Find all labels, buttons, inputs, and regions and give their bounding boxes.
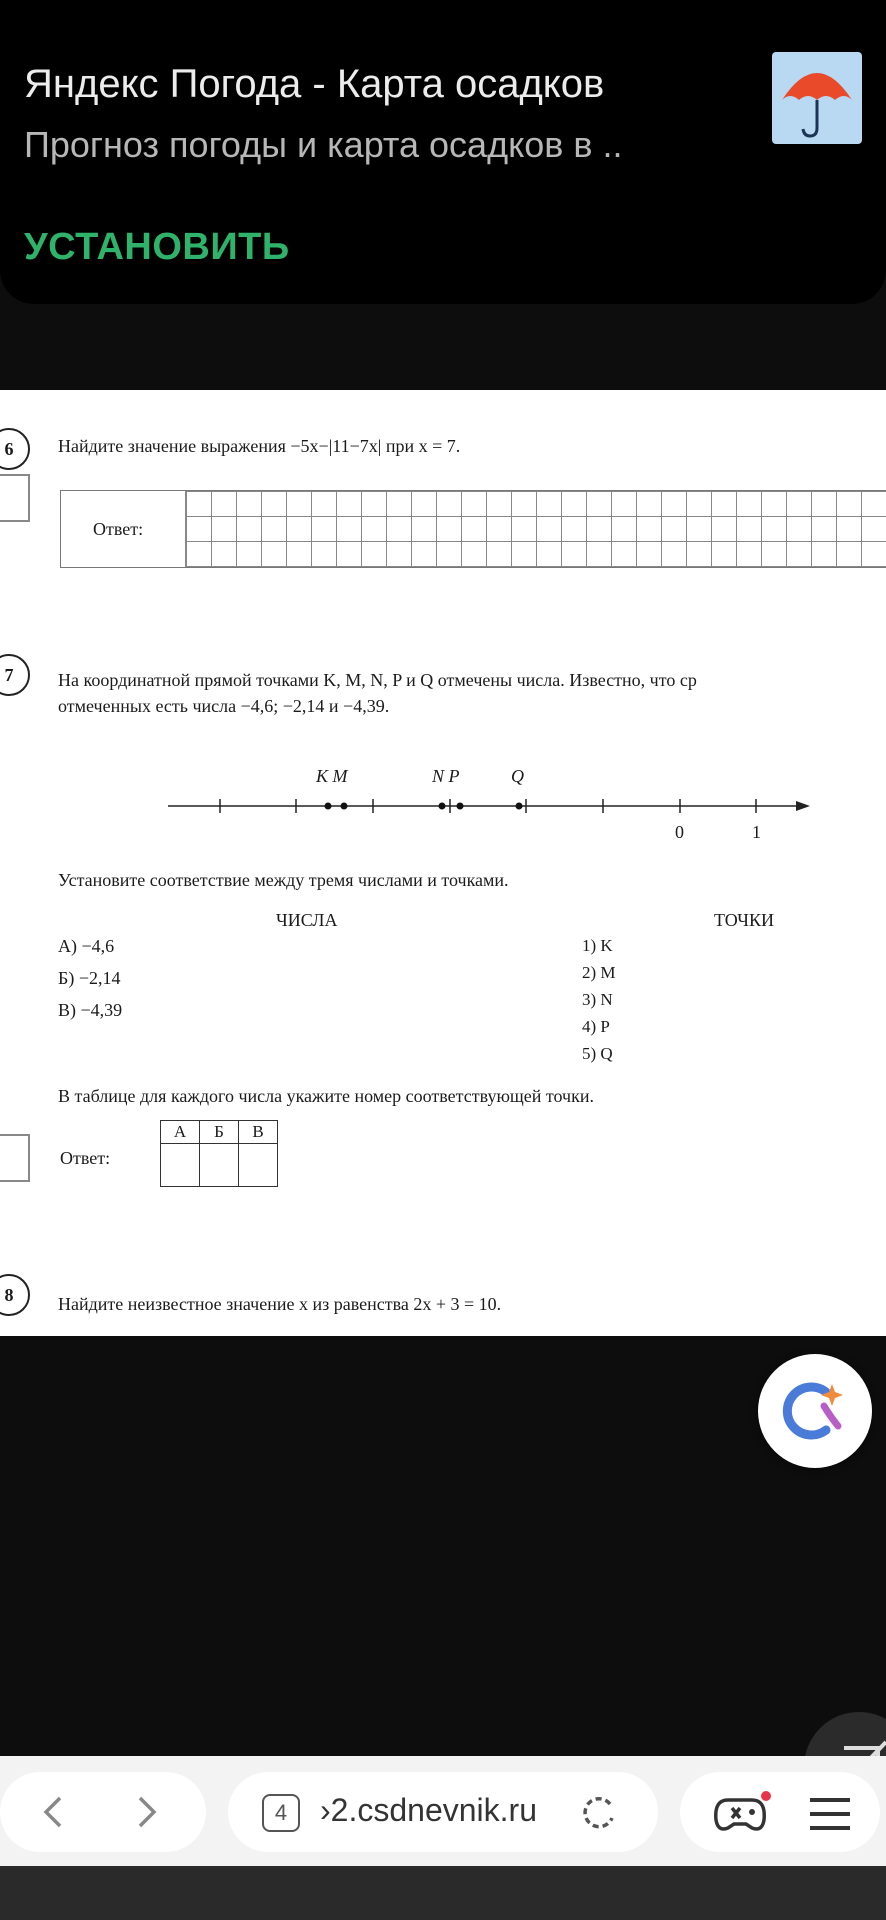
label-km: K M	[316, 766, 348, 786]
answer-frame-6	[60, 490, 886, 568]
table-header: Б	[200, 1121, 239, 1144]
document-page	[0, 390, 886, 1336]
umbrella-icon	[772, 52, 862, 144]
point-option: 3) N	[582, 990, 613, 1009]
menu-icon[interactable]	[808, 1794, 852, 1834]
number-option: Б) −2,14	[58, 968, 121, 988]
nav-buttons	[0, 1772, 206, 1852]
question-7-text-line2: отмеченных есть числа −4,6; −2,14 и −4,39.	[58, 696, 390, 716]
assistant-button[interactable]	[758, 1354, 872, 1468]
question-8-text: Найдите неизвестное значение x из равенства 2x + 3 = 10.	[58, 1294, 502, 1314]
answer-cell[interactable]	[161, 1144, 200, 1187]
gamepad-icon[interactable]	[708, 1790, 772, 1838]
question-7-text-line1: На координатной прямой точками K, M, N, P и Q отмечены числа. Известно, что ср	[58, 670, 697, 690]
question-7-instruction: Установите соответствие между тремя числами и точками.	[58, 870, 509, 890]
table-header: А	[161, 1121, 200, 1144]
url-text[interactable]: ›2.csdnevnik.ru	[320, 1792, 537, 1828]
tabs-count-badge[interactable]: 4	[262, 1794, 300, 1832]
label-np: N P	[432, 766, 460, 786]
number-option: В) −4,39	[58, 1000, 123, 1020]
assistant-icon	[758, 1354, 872, 1468]
question-number-8: 8	[0, 1274, 30, 1316]
question-number-6: 6	[0, 428, 30, 470]
label-q: Q	[511, 766, 524, 786]
ad-title: Яндекс Погода - Карта осадков	[24, 62, 605, 106]
games-pill	[680, 1772, 880, 1852]
number-option: А) −4,6	[58, 936, 115, 956]
answer-cell[interactable]	[200, 1144, 239, 1187]
system-nav-strip	[0, 1866, 886, 1920]
answer-table[interactable]	[160, 1120, 278, 1187]
question-number-7: 7	[0, 654, 30, 696]
answer-label: Ответ:	[93, 519, 144, 539]
point-option: 2) M	[582, 963, 616, 982]
table-instruction: В таблице для каждого числа укажите номер соответствующей точки.	[58, 1086, 594, 1106]
install-button[interactable]: УСТАНОВИТЬ	[24, 226, 290, 268]
answer-grid[interactable]	[185, 491, 886, 567]
chevron-left-icon[interactable]	[34, 1792, 74, 1832]
label-zero: 0	[675, 822, 684, 842]
answer-cell[interactable]	[239, 1144, 278, 1187]
label-one: 1	[752, 822, 761, 842]
address-bar[interactable]	[228, 1772, 658, 1852]
question-6-text: Найдите значение выражения −5x−|11−7x| при x = 7.	[58, 436, 461, 456]
chevron-right-icon[interactable]	[126, 1792, 166, 1832]
points-header: ТОЧКИ	[714, 910, 775, 930]
score-box	[0, 474, 30, 522]
table-header: В	[239, 1121, 278, 1144]
app-install-banner[interactable]	[0, 0, 886, 304]
number-line-svg	[168, 770, 818, 850]
answer-label: Ответ:	[60, 1148, 111, 1168]
point-option: 5) Q	[582, 1044, 613, 1063]
point-option: 1) K	[582, 936, 613, 955]
coordinate-line	[168, 766, 818, 850]
ad-subtitle: Прогноз погоды и карта осадков в ..	[24, 124, 623, 165]
point-option: 4) P	[582, 1017, 610, 1036]
numbers-header: ЧИСЛА	[276, 910, 338, 930]
browser-bottom-bar	[0, 1756, 886, 1866]
reload-icon[interactable]	[578, 1792, 620, 1834]
score-box	[0, 1134, 30, 1182]
